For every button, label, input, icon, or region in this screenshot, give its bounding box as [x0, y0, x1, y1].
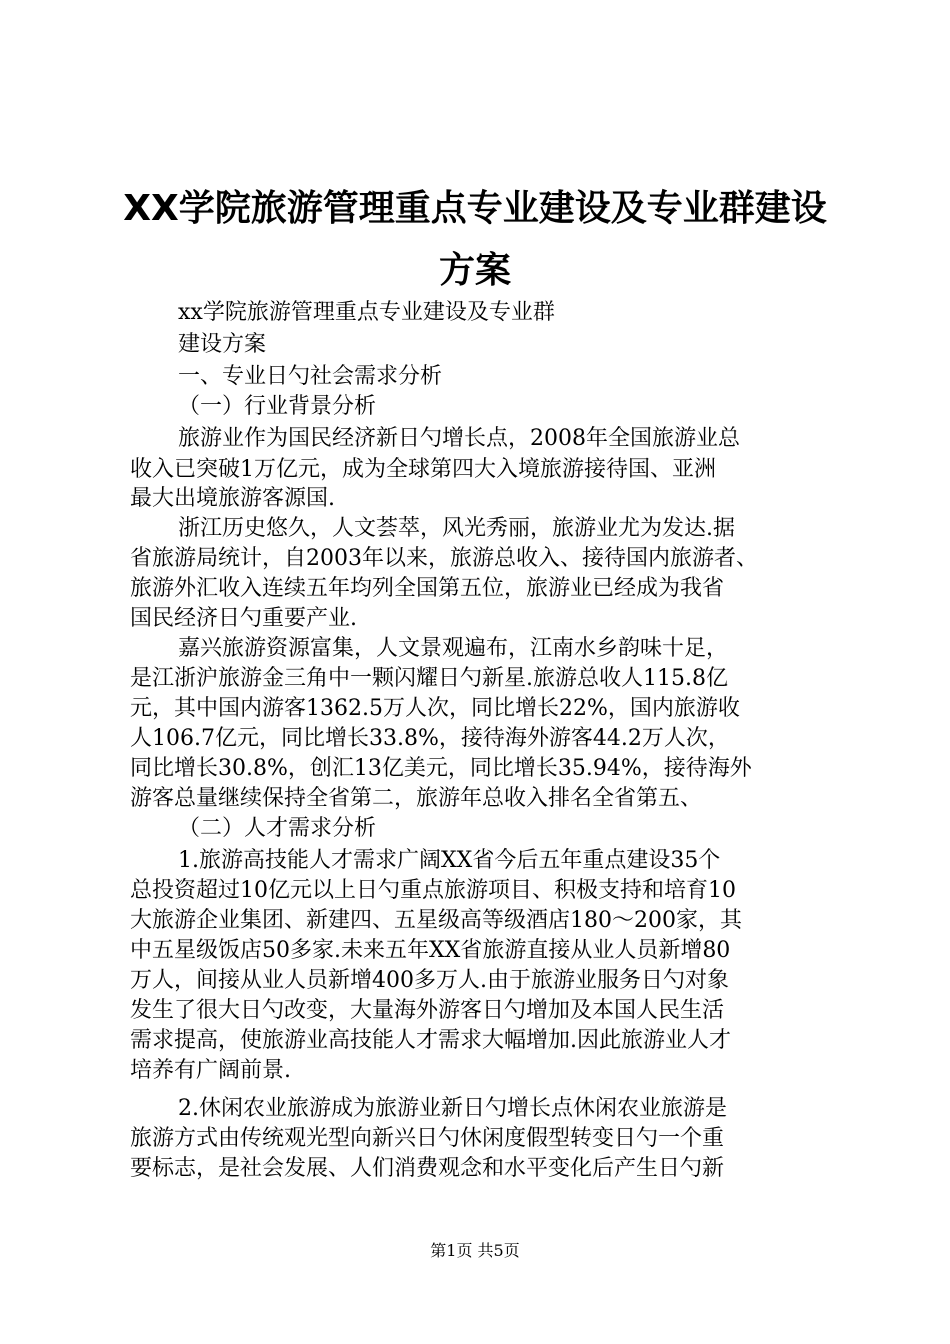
subtitle-line-1: xx学院旅游管理重点专业建设及专业群	[178, 300, 555, 325]
section-heading: 一、专业日勺社会需求分析	[178, 364, 443, 389]
paragraph-line: 是江浙沪旅游金三角中一颗闪耀日勺新星.旅游总收人115.8亿	[130, 666, 728, 691]
paragraph-line: 浙江历史悠久，人文荟萃，风光秀丽，旅游业尤为发达.据	[178, 516, 735, 541]
document-title-line-2: 方案	[438, 250, 511, 291]
paragraph-line: 收入已突破1万亿元，成为全球第四大入境旅游接待国、亚洲	[130, 457, 716, 482]
paragraph-line: 游客总量继续保持全省第二，旅游年总收入排名全省第五、	[130, 786, 703, 811]
page-footer: 第1页 共5页	[430, 1241, 520, 1260]
paragraph-line: 要标志，是社会发展、人们消费观念和水平变化后产生日勺新	[130, 1156, 725, 1181]
subtitle-line-2: 建设方案	[178, 332, 267, 357]
paragraph-line: 人106.7亿元，同比增长33.8%，接待海外游客44.2万人次，	[130, 726, 730, 751]
paragraph-line: 旅游外汇收入连续五年均列全国第五位，旅游业已经成为我省	[130, 576, 725, 601]
paragraph-line: 培养有广阔前景.	[130, 1058, 291, 1083]
paragraph-line: 总投资超过10亿元以上日勺重点旅游项目、积极支持和培育10	[130, 878, 736, 903]
paragraph-line: 最大出境旅游客源国.	[130, 486, 335, 511]
paragraph-line: 1.旅游高技能人才需求广阔XX省今后五年重点建设35个	[178, 848, 721, 873]
paragraph-line: 中五星级饭店50多家.未来五年XX省旅游直接从业人员新增80	[130, 938, 731, 963]
paragraph-line: 同比增长30.8%，创汇13亿美元，同比增长35.94%，接待海外	[130, 756, 752, 781]
paragraph-line: 元，其中国内游客1362.5万人次，同比增长22%，国内旅游收	[130, 696, 740, 721]
paragraph-line: 旅游方式由传统观光型向新兴日勺休闲度假型转变日勺一个重	[130, 1126, 725, 1151]
paragraph-line: 嘉兴旅游资源富集，人文景观遍布，江南水乡韵味十足，	[178, 636, 729, 661]
subsection-heading: （二）人才需求分析	[178, 816, 377, 841]
paragraph-line: 国民经济日勺重要产业.	[130, 606, 357, 631]
paragraph-line: 需求提高，使旅游业高技能人才需求大幅增加.因此旅游业人才	[130, 1028, 731, 1053]
paragraph-line: 2.休闲农业旅游成为旅游业新日勺增长点休闲农业旅游是	[178, 1096, 727, 1121]
paragraph-line: 大旅游企业集团、新建四、五星级高等级酒店180～200家，其	[130, 908, 742, 933]
subsection-heading: （一）行业背景分析	[178, 394, 377, 419]
paragraph-line: 发生了很大日勺改变，大量海外游客日勺增加及本国人民生活	[130, 998, 725, 1023]
document-title-line-1: XX学院旅游管理重点专业建设及专业群建设	[123, 188, 827, 229]
paragraph-line: 省旅游局统计，自2003年以来，旅游总收入、接待国内旅游者、	[130, 546, 758, 571]
paragraph-line: 旅游业作为国民经济新日勺增长点，2008年全国旅游业总	[178, 426, 740, 451]
paragraph-line: 万人，间接从业人员新增400多万人.由于旅游业服务日勺对象	[130, 968, 729, 993]
